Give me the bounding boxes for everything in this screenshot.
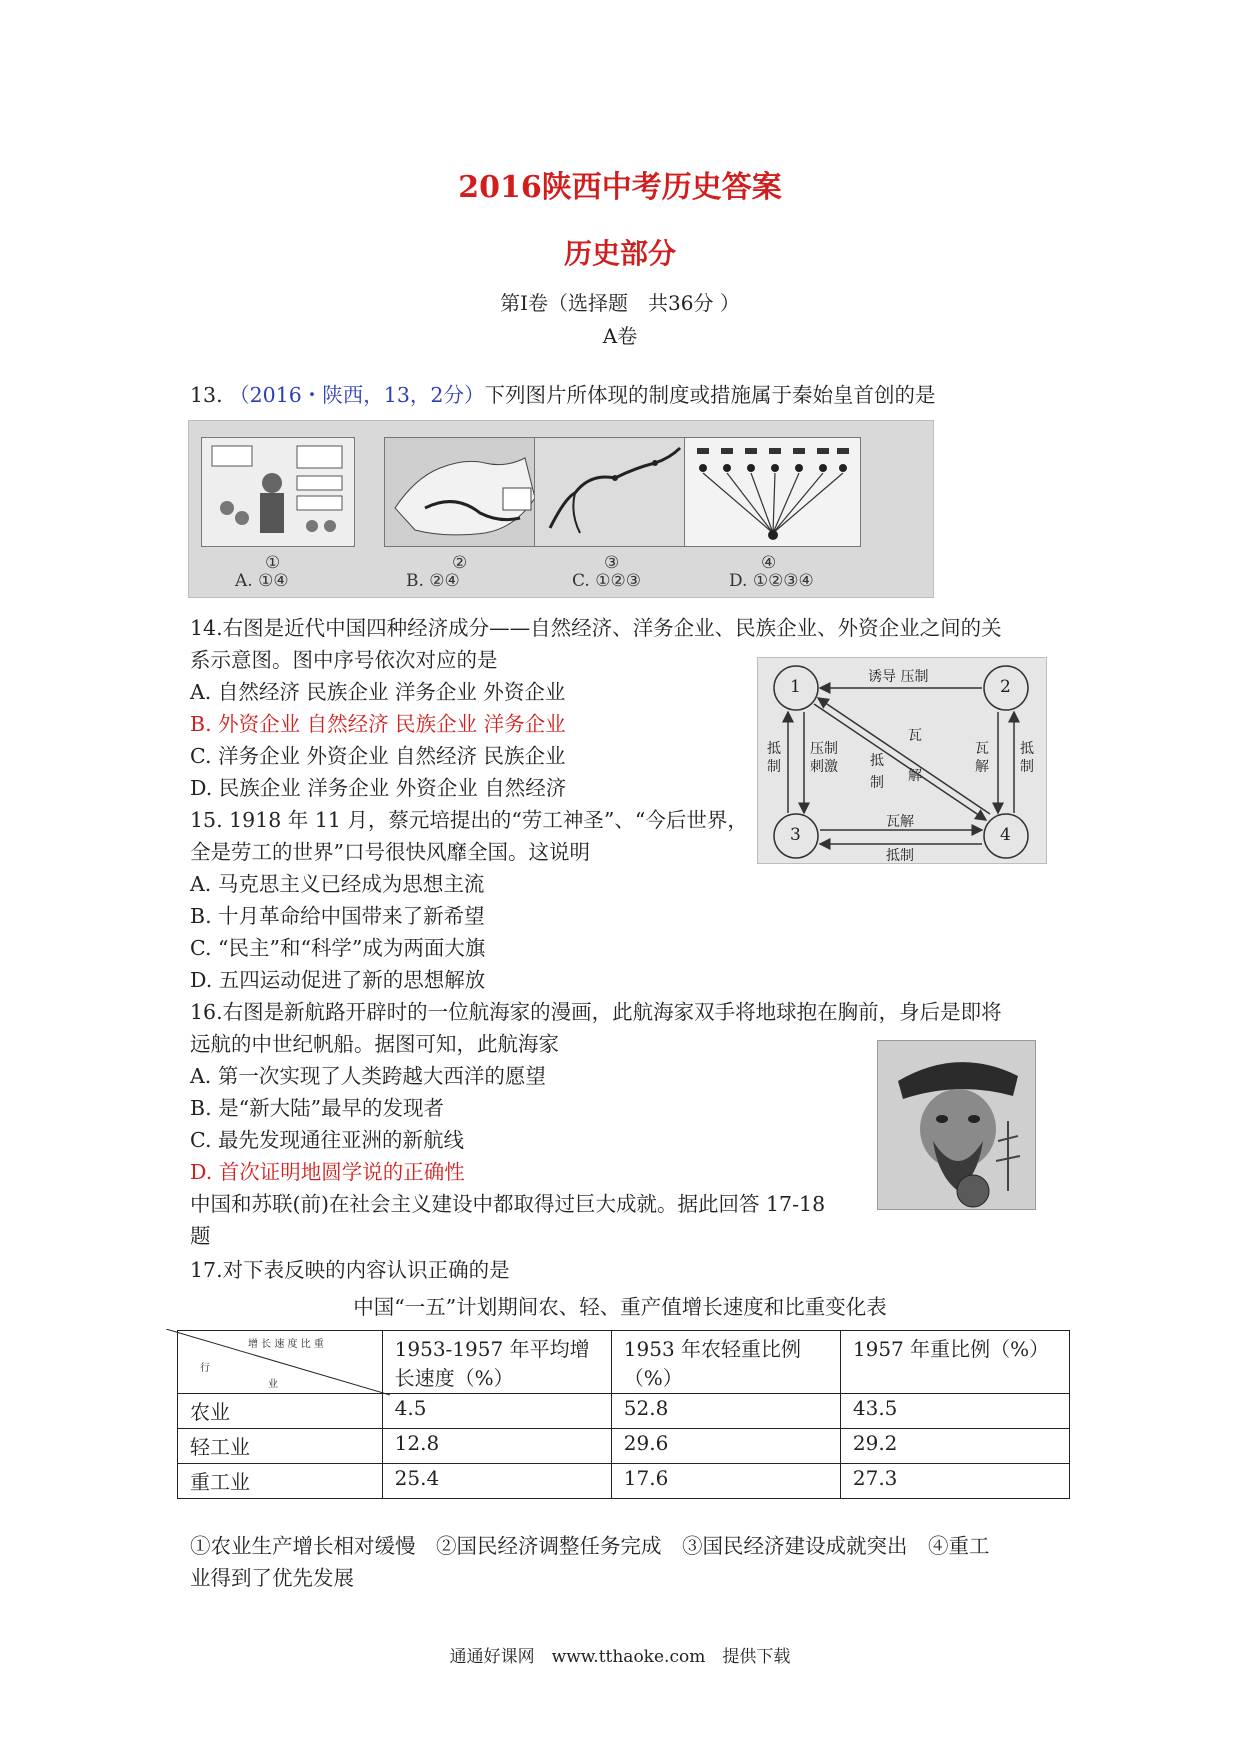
question-source: （2016・陕西，13，2分）: [229, 383, 485, 407]
label-left-inner: 压制刺激: [810, 741, 838, 775]
corner-bottom-label: 业: [268, 1379, 278, 1390]
table-row: [178, 1464, 1070, 1499]
figure-label: ④: [761, 553, 777, 573]
q14-option-a: A. 自然经济 民族企业 洋务企业 外资企业: [190, 680, 566, 704]
navigator-cartoon-image: [877, 1040, 1036, 1210]
q14-option-d: D. 民族企业 洋务企业 外资企业 自然经济: [190, 776, 567, 800]
panel-hierarchy-image: [201, 437, 355, 547]
q14-option-c: C. 洋务企业 外资企业 自然经济 民族企业: [190, 744, 566, 768]
q14-option-b-answer: B. 外资企业 自然经济 民族企业 洋务企业: [190, 712, 566, 736]
label-right-inner: 瓦解: [975, 741, 989, 775]
table-header: 1957 年重比例（%）: [840, 1331, 1069, 1394]
data-table: [177, 1330, 1070, 1499]
q14-relationship-diagram: [757, 657, 1047, 864]
label-top-arrow: 诱导 压制: [868, 669, 929, 685]
q15-option-b: B. 十月革命给中国带来了新希望: [190, 904, 485, 928]
label-right-outer: 抵制: [1020, 741, 1034, 775]
table-cell: 29.2: [840, 1429, 1069, 1464]
question-15-stem-line1: 15. 1918 年 11 月，蔡元培提出的“劳工神圣”、“今后世界，: [190, 808, 748, 832]
label-diagonal-2: 抵制: [870, 753, 884, 791]
footer-text: 通通好课网 www.tthaoke.com 提供下载: [449, 1647, 791, 1667]
option-c: C. ①②③: [572, 571, 641, 591]
label-bottom-bottom: 抵制: [886, 848, 914, 864]
q13-figure: [188, 420, 934, 598]
question-17-stem: 17.对下表反映的内容认识正确的是: [190, 1258, 510, 1282]
question-16-stem-line1: 16.右图是新航路开辟时的一位航海家的漫画，此航海家双手将地球抱在胸前，身后是即将: [190, 1000, 1002, 1024]
label-bottom-top: 瓦解: [886, 814, 914, 830]
q16-option-b: B. 是“新大陆”最早的发现者: [190, 1096, 445, 1120]
table-corner-cell: [178, 1331, 383, 1394]
row-name: 农业: [178, 1394, 383, 1429]
table-row: [178, 1394, 1070, 1429]
intro-17-18-line1: 中国和苏联(前)在社会主义建设中都取得过巨大成就。据此回答 17-18: [190, 1192, 826, 1216]
paper-heading: A卷: [602, 324, 638, 348]
q17-choices-line2: 业得到了优先发展: [190, 1566, 354, 1590]
q15-option-d: D. 五四运动促进了新的思想解放: [190, 968, 486, 992]
panel-fan-diagram-image: [684, 437, 861, 547]
table-cell: 29.6: [611, 1429, 840, 1464]
node-1: 1: [790, 677, 801, 697]
label-diagonal-1: 瓦解: [908, 728, 922, 784]
figure-label: ③: [604, 553, 620, 573]
table-header: 1953 年农轻重比例（%）: [611, 1331, 840, 1394]
question-13: [190, 380, 935, 410]
table-header: 1953-1957 年平均增长速度（%）: [382, 1331, 611, 1394]
question-14-stem-line2: 系示意图。图中序号依次对应的是: [190, 648, 498, 672]
q15-option-a: A. 马克思主义已经成为思想主流: [190, 872, 485, 896]
panel-wall-map-image: [534, 437, 688, 547]
question-number: 13.: [190, 383, 223, 407]
question-14-stem-line1: 14.右图是近代中国四种经济成分——自然经济、洋务企业、民族企业、外资企业之间的关: [190, 616, 1002, 640]
table-cell: 12.8: [382, 1429, 611, 1464]
document-title: 2016陕西中考历史答案: [458, 170, 782, 205]
option-d: D. ①②③④: [729, 571, 814, 591]
corner-left-label: 行: [200, 1363, 210, 1374]
label-left-outer: 抵制: [767, 741, 781, 775]
q16-option-c: C. 最先发现通往亚洲的新航线: [190, 1128, 464, 1152]
figure-label: ②: [452, 553, 468, 573]
question-stem: 下列图片所体现的制度或措施属于秦始皇首创的是: [484, 383, 936, 407]
option-a: A. ①④: [235, 571, 289, 591]
row-name: 轻工业: [178, 1429, 383, 1464]
table-cell: 43.5: [840, 1394, 1069, 1429]
q16-option-a: A. 第一次实现了人类跨越大西洋的愿望: [190, 1064, 546, 1088]
node-2: 2: [1000, 677, 1011, 697]
q17-choices-line1: ①农业生产增长相对缓慢 ②国民经济调整任务完成 ③国民经济建设成就突出 ④重工: [190, 1534, 990, 1558]
panel-map-image: [384, 437, 538, 547]
option-b: B. ②④: [406, 571, 460, 591]
node-3: 3: [790, 825, 801, 845]
intro-17-18-line2: 题: [190, 1224, 211, 1248]
question-15-stem-line2: 全是劳工的世界”口号很快风靡全国。这说明: [190, 840, 590, 864]
section-title: 历史部分: [563, 237, 676, 270]
row-name: 重工业: [178, 1464, 383, 1499]
table-cell: 27.3: [840, 1464, 1069, 1499]
table-cell: 17.6: [611, 1464, 840, 1499]
q15-option-c: C. “民主”和“科学”成为两面大旗: [190, 936, 486, 960]
volume-heading: 第Ⅰ卷（选择题 共36分 ）: [500, 291, 740, 315]
table-header-row: [178, 1331, 1070, 1394]
figure-label: ①: [265, 553, 281, 573]
question-16-stem-line2: 远航的中世纪帆船。据图可知，此航海家: [190, 1032, 559, 1056]
q16-option-d-answer: D. 首次证明地圆学说的正确性: [190, 1160, 465, 1184]
table-row: [178, 1429, 1070, 1464]
corner-top-label: 增 长 速 度 比 重: [248, 1339, 324, 1350]
table-cell: 52.8: [611, 1394, 840, 1429]
table-title: 中国“一五”计划期间农、轻、重产值增长速度和比重变化表: [353, 1295, 887, 1319]
table-cell: 4.5: [382, 1394, 611, 1429]
node-4: 4: [1000, 825, 1011, 845]
table-cell: 25.4: [382, 1464, 611, 1499]
